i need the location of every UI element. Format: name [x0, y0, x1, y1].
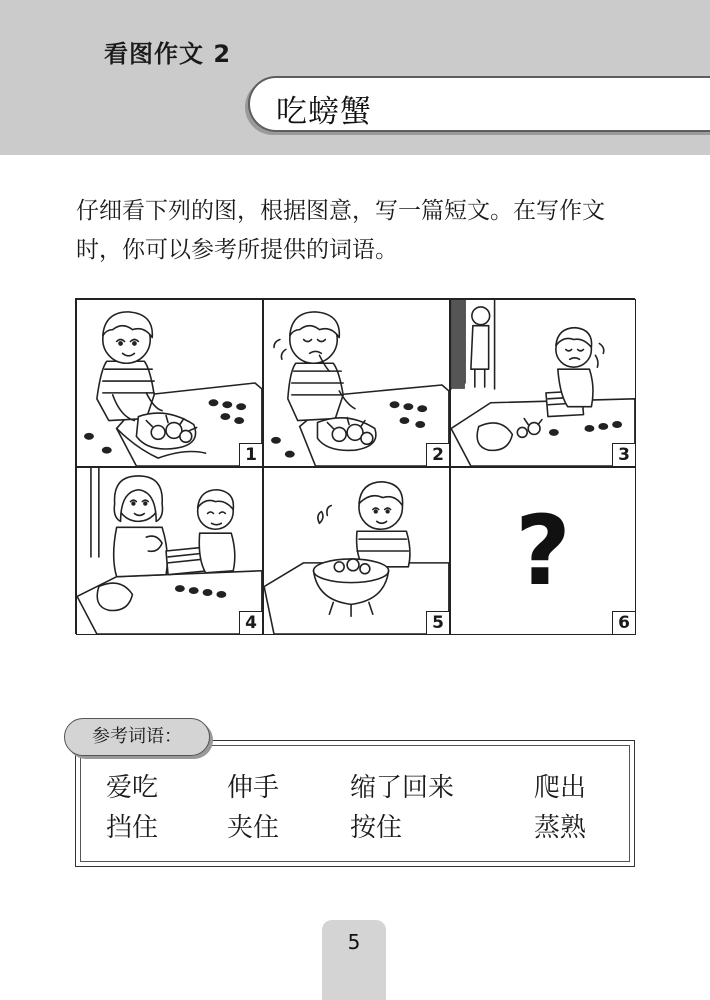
panel-number: 2	[426, 443, 449, 466]
boy-hurt-finger-illustration	[264, 300, 449, 466]
panel-number: 1	[239, 443, 262, 466]
question-mark: ?	[515, 495, 571, 607]
panel-2	[263, 299, 450, 467]
panel-3	[450, 299, 636, 467]
instructions-text: 仔细看下列的图，根据图意，写一篇短文。在写作文时，你可以参考所提供的词语。	[76, 198, 605, 263]
vocabulary-word: 伸手	[227, 773, 280, 803]
vocabulary-word: 缩了回来	[350, 773, 455, 803]
mother-helping-boy-illustration	[77, 468, 262, 634]
vocabulary-word: 夹住	[227, 813, 280, 843]
series-title: 看图作文 2	[104, 40, 232, 68]
lesson-title: 吃螃蟹	[276, 94, 372, 130]
panel-6	[450, 467, 636, 635]
vocabulary-word: 蒸熟	[534, 813, 587, 843]
header-band	[0, 0, 710, 155]
vocabulary-box	[75, 740, 635, 867]
boy-looking-at-crabs-illustration	[77, 300, 262, 466]
panel-number: 3	[612, 443, 635, 466]
panel-number: 5	[426, 611, 449, 634]
page-number: 5	[347, 930, 361, 954]
vocabulary-word: 爬出	[534, 773, 587, 803]
vocabulary-word: 按住	[350, 813, 403, 843]
title-tab	[248, 76, 710, 132]
boy-cooking-crabs-illustration	[264, 468, 449, 634]
picture-panel-grid	[75, 298, 635, 634]
vocabulary-word: 挡住	[106, 813, 159, 843]
panel-number: 6	[612, 611, 635, 634]
vocabulary-label: 参考词语：	[64, 718, 210, 756]
panel-1	[76, 299, 263, 467]
panel-5	[263, 467, 450, 635]
boy-crying-mother-at-door-illustration	[451, 300, 635, 466]
panel-number: 4	[239, 611, 262, 634]
panel-4	[76, 467, 263, 635]
page-number-tab	[322, 920, 386, 1000]
vocabulary-word: 爱吃	[106, 773, 159, 803]
